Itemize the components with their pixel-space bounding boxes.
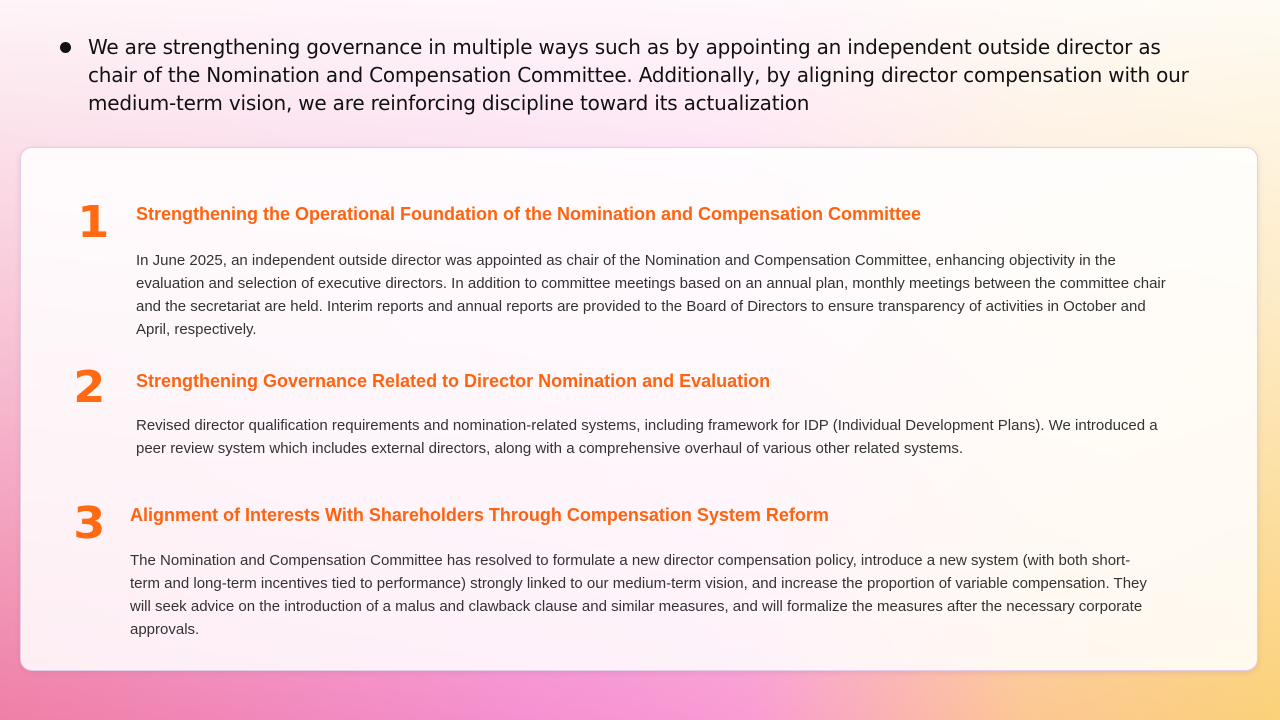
item-body-1: In June 2025, an independent outside director was appointed as chair of the Nomination and Compensation Committee, enhancing objectivity in the evaluation and selection of executive directors. In addition to committee meetings based on an annual plan, monthly meetings between the committee chair and the secretariat are held. Interim reports and annual reports are provided to the Board of Directors to ensure transparency of activities in October and April, respectively.: [136, 252, 1166, 338]
bullet-dot-icon: [60, 42, 71, 53]
intro-text: We are strengthening governance in multiple ways such as by appointing an independent outside director as chair of the Nomination and Compensation Committee. Additionally, by aligning director compensation with our medium-term vision, we are reinforcing discipline toward its actualization: [88, 35, 1189, 115]
item-number-2: 2: [73, 362, 106, 413]
item-title-2: Strengthening Governance Related to Director Nomination and Evaluation: [136, 371, 771, 391]
item-number-3: 3: [73, 498, 106, 549]
intro-bullet: [60, 33, 1210, 117]
item-body-2: Revised director qualification requirements and nomination-related systems, including framework for IDP (Individual Development Plans). We introduced a peer review system which includes external directors, along with a comprehensive overhaul of various other related systems.: [136, 417, 1158, 457]
item-title-3: Alignment of Interests With Shareholders Through Compensation System Reform: [130, 505, 829, 525]
item-body-3: The Nomination and Compensation Committee has resolved to formulate a new director compensation policy, introduce a new system (with both short-term and long-term incentives tied to performance) strongly linked to our medium-term vision, and increase the proportion of variable compensation. They will seek advice on the introduction of a malus and clawback clause and similar measures, and will formalize the measures after the necessary corporate approvals.: [130, 552, 1147, 638]
measures-card: [20, 147, 1258, 671]
item-title-1: Strengthening the Operational Foundation of the Nomination and Compensation Committee: [136, 204, 921, 224]
item-number-1: 1: [77, 197, 110, 248]
